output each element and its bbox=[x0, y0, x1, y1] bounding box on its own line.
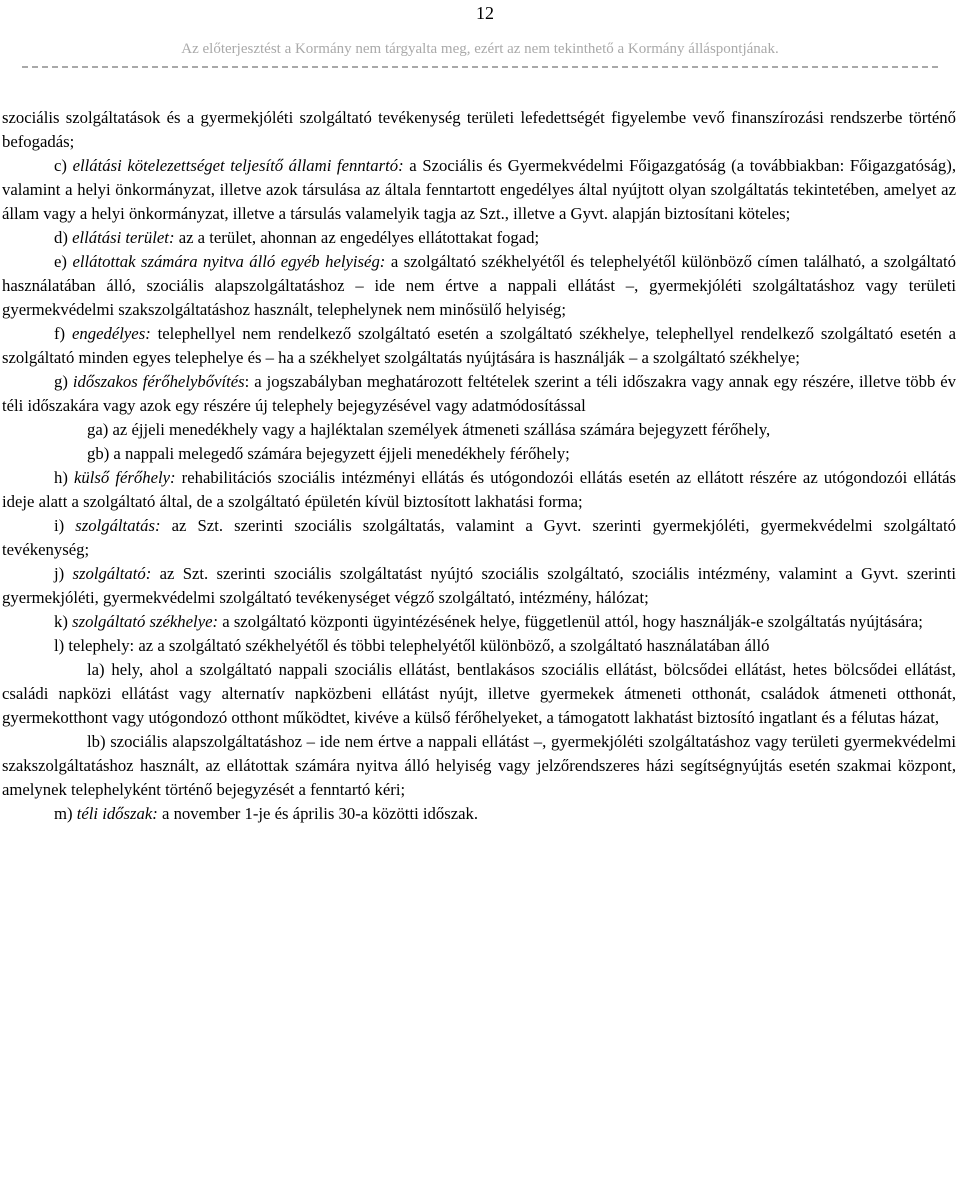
paragraph-g: g) időszakos férőhelybővítés: a jogszabályban meghatározott feltételek szerint a téli időszakra vagy annak egy részére, illetve több év téli időszakára vagy azok egy részére új telephely bejegyzésével vagy adatmódosítással bbox=[2, 372, 956, 415]
paragraph-ga: ga) az éjjeli menedékhely vagy a hajléktalan személyek átmeneti szállása számára bejegyzett férőhely, bbox=[87, 420, 771, 439]
paragraph-gb: gb) a nappali melegedő számára bejegyzett éjjeli menedékhely férőhely; bbox=[87, 444, 570, 463]
paragraph-i: i) szolgáltatás: az Szt. szerinti szociális szolgáltatás, valamint a Gyvt. szerinti gyermekjóléti, gyermekvédelmi szolgáltató tevékenység; bbox=[2, 516, 956, 559]
paragraph-c: c) ellátási kötelezettséget teljesítő állami fenntartó: a Szociális és Gyermekvédelmi Főigazgatóság (a továbbiakban: Főigazgatóság), valamint a helyi önkormányzat, illetve azok társulása az általa fenntartott engedélyes által nyújtott olyan szolgáltatás tekintetében, amelyet az állam vagy a helyi önkormányzat, illetve a társulás valamelyik tagja az Szt., illetve a Gyvt. alapján biztosítani köteles; bbox=[2, 156, 956, 223]
dashed-separator bbox=[22, 66, 938, 68]
paragraph-h: h) külső férőhely: rehabilitációs szociális intézményi ellátás és utógondozói ellátás esetén az ellátott részére az utógondozói ellátás ideje alatt a szolgáltató által, de a szolgáltató épületén kívül biztosított lakhatási forma; bbox=[2, 468, 956, 511]
paragraph-lb: lb) szociális alapszolgáltatáshoz – ide nem értve a nappali ellátást –, gyermekjóléti szolgáltatáshoz vagy területi gyermekvédelmi szakszolgáltatáshoz használt, az ellátottak számára nyitva álló helyiség vagy jelzőrendszeres házi segítségnyújtás esetén szakmai központ, amelynek telephelyként történő bejegyzését a fenntartó kéri; bbox=[2, 732, 956, 799]
paragraph-d: d) ellátási terület: az a terület, ahonnan az engedélyes ellátottakat fogad; bbox=[54, 228, 540, 247]
disclaimer-banner: Az előterjesztést a Kormány nem tárgyalta meg, ezért az nem tekinthető a Kormány álláspontjának. bbox=[181, 41, 779, 57]
paragraph-e: e) ellátottak számára nyitva álló egyéb helyiség: a szolgáltató székhelyétől és telephelyétől különböző címen található, a szolgáltató használatában álló, szociális alapszolgáltatáshoz – ide nem értve a nappali ellátást –, gyermekjóléti szolgáltatáshoz vagy területi gyermekvédelmi szakszolgáltatáshoz használt, telephelynek nem minősülő helyiség; bbox=[2, 252, 956, 319]
paragraph-continuation: szociális szolgáltatások és a gyermekjóléti szolgáltató tevékenység területi lefedettségét figyelembe vevő finanszírozási rendszerbe történő befogadás; bbox=[2, 108, 956, 151]
paragraph-m: m) téli időszak: a november 1-je és április 30-a közötti időszak. bbox=[54, 804, 479, 823]
paragraph-j: j) szolgáltató: az Szt. szerinti szociális szolgáltatást nyújtó szociális szolgáltató, szociális intézmény, valamint a Gyvt. szerinti gyermekjóléti, gyermekvédelmi szolgáltató tevékenységet végző szolgáltató, intézmény, hálózat; bbox=[2, 564, 956, 607]
paragraph-f: f) engedélyes: telephellyel nem rendelkező szolgáltató esetén a szolgáltató székhelye, telephellyel rendelkező szolgáltató esetén a szolgáltató minden egyes telephelye és – ha a székhelyet szolgáltatás nyújtására is használják – a szolgáltató székhelye; bbox=[2, 324, 956, 367]
document-body bbox=[2, 106, 956, 826]
paragraph-la: la) hely, ahol a szolgáltató nappali szociális ellátást, bentlakásos szociális ellátást, bölcsődei ellátást, hetes bölcsődei ellátást, családi napközi ellátást vagy alternatív napközbeni ellátást nyújt, illetve gyermekek átmeneti otthonát, családok átmeneti otthonát, gyermekotthont vagy utógondozó otthont működtet, kivéve a külső férőhelyeket, a támogatott lakhatást biztosító ingatlant és a félutas házat, bbox=[2, 660, 956, 727]
paragraph-k: k) szolgáltató székhelye: a szolgáltató központi ügyintézésének helye, függetlenül attól, hogy használják-e szolgáltatás nyújtására; bbox=[54, 612, 923, 631]
page-number: 12 bbox=[476, 3, 494, 23]
paragraph-l: l) telephely: az a szolgáltató székhelyétől és többi telephelyétől különböző, a szolgáltató használatában álló bbox=[54, 636, 770, 655]
